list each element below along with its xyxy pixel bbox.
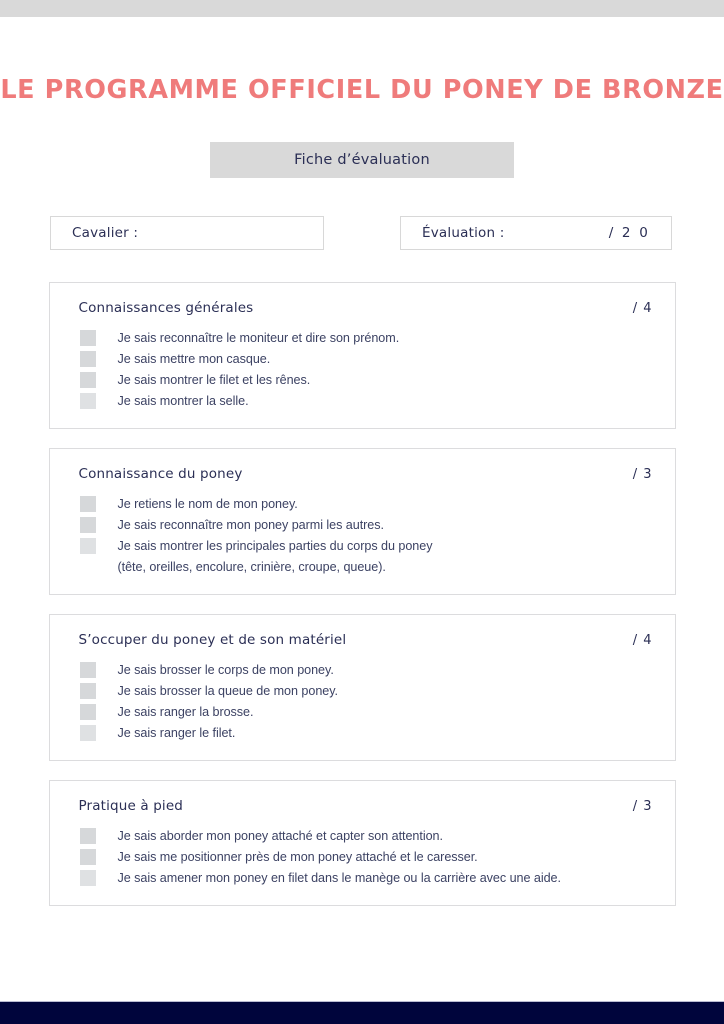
rider-field-label: Cavalier : <box>72 225 139 241</box>
checkbox-icon[interactable] <box>80 828 96 844</box>
checklist-item[interactable] <box>79 660 653 681</box>
checklist-item-label: Je sais brosser le corps de mon poney. <box>117 663 334 677</box>
checklist-item-label: Je sais reconnaître le moniteur et dire son prénom. <box>117 331 400 345</box>
checklist-item[interactable] <box>79 391 653 412</box>
section-score: / 4 <box>632 301 653 316</box>
checklist-item-label: Je sais montrer le filet et les rênes. <box>117 373 311 387</box>
section-header <box>79 466 653 482</box>
checkbox-icon[interactable] <box>80 372 96 388</box>
document-page <box>0 17 724 1002</box>
section-title: Pratique à pied <box>78 798 184 814</box>
sections-list <box>0 282 724 925</box>
checklist-item-label: Je sais ranger le filet. <box>117 726 236 740</box>
checklist-item[interactable] <box>79 868 653 889</box>
form-fields-row <box>0 216 724 252</box>
checklist-item-label: Je sais reconnaître mon poney parmi les autres. <box>117 518 384 532</box>
checkbox-icon[interactable] <box>80 725 96 741</box>
section-card <box>49 282 676 429</box>
evaluation-field[interactable] <box>400 216 672 250</box>
checkbox-icon[interactable] <box>80 704 96 720</box>
checklist-item-label: Je sais mettre mon casque. <box>117 352 271 366</box>
checkbox-icon[interactable] <box>80 517 96 533</box>
checklist-item-label: Je sais me positionner près de mon poney attaché et le caresser. <box>117 850 478 864</box>
checklist-item-continuation: (tête, oreilles, encolure, crinière, croupe, queue). <box>117 560 386 574</box>
section-title: Connaissance du poney <box>78 466 243 482</box>
section-header <box>79 632 653 648</box>
section-card <box>49 614 676 761</box>
checkbox-icon[interactable] <box>80 683 96 699</box>
checklist-item[interactable] <box>79 349 653 370</box>
rider-field[interactable] <box>50 216 324 250</box>
checklist-item[interactable] <box>79 328 653 349</box>
section-header <box>79 300 653 316</box>
page-title: LE PROGRAMME OFFICIEL DU PONEY DE BRONZE <box>0 75 724 105</box>
checklist-item-label: Je sais montrer les principales parties du corps du poney <box>117 539 433 553</box>
top-decorative-band <box>0 0 724 17</box>
evaluation-total-score: / 2 0 <box>608 225 650 241</box>
checklist-item[interactable] <box>79 370 653 391</box>
checklist-item-label: Je sais aborder mon poney attaché et capter son attention. <box>117 829 443 843</box>
section-score: / 3 <box>632 467 653 482</box>
checkbox-icon[interactable] <box>80 330 96 346</box>
checklist-item[interactable] <box>79 494 653 515</box>
checkbox-icon[interactable] <box>80 662 96 678</box>
checklist-item[interactable] <box>79 702 653 723</box>
checklist-item[interactable] <box>79 536 653 557</box>
checklist-item[interactable] <box>79 847 653 868</box>
checkbox-icon[interactable] <box>80 393 96 409</box>
checklist-item-label: Je sais brosser la queue de mon poney. <box>117 684 338 698</box>
evaluation-field-label: Évaluation : <box>422 225 505 241</box>
checkbox-icon[interactable] <box>80 351 96 367</box>
checklist-item[interactable] <box>79 723 653 744</box>
checkbox-icon[interactable] <box>80 538 96 554</box>
section-header <box>79 798 653 814</box>
section-score: / 3 <box>632 799 653 814</box>
checkbox-icon[interactable] <box>80 496 96 512</box>
checklist <box>79 660 653 744</box>
checklist-item-label: Je retiens le nom de mon poney. <box>117 497 298 511</box>
section-title: Connaissances générales <box>78 300 254 316</box>
checklist <box>79 328 653 412</box>
checklist <box>79 826 653 889</box>
section-title: S’occuper du poney et de son matériel <box>78 632 347 648</box>
footer-band <box>0 1002 724 1024</box>
checklist-item-label: Je sais amener mon poney en filet dans le manège ou la carrière avec une aide. <box>117 871 561 885</box>
section-score: / 4 <box>632 633 653 648</box>
checklist <box>79 494 653 578</box>
checklist-item[interactable] <box>79 826 653 847</box>
checkbox-icon[interactable] <box>80 849 96 865</box>
section-card <box>49 448 676 595</box>
checklist-item-label: Je sais montrer la selle. <box>117 394 249 408</box>
checklist-item-label: Je sais ranger la brosse. <box>117 705 254 719</box>
checklist-item[interactable] <box>79 681 653 702</box>
subtitle-text: Fiche d’évaluation <box>294 152 430 168</box>
checklist-item[interactable] <box>79 515 653 536</box>
checkbox-icon[interactable] <box>80 870 96 886</box>
subtitle-banner <box>210 142 514 178</box>
section-card <box>49 780 676 906</box>
